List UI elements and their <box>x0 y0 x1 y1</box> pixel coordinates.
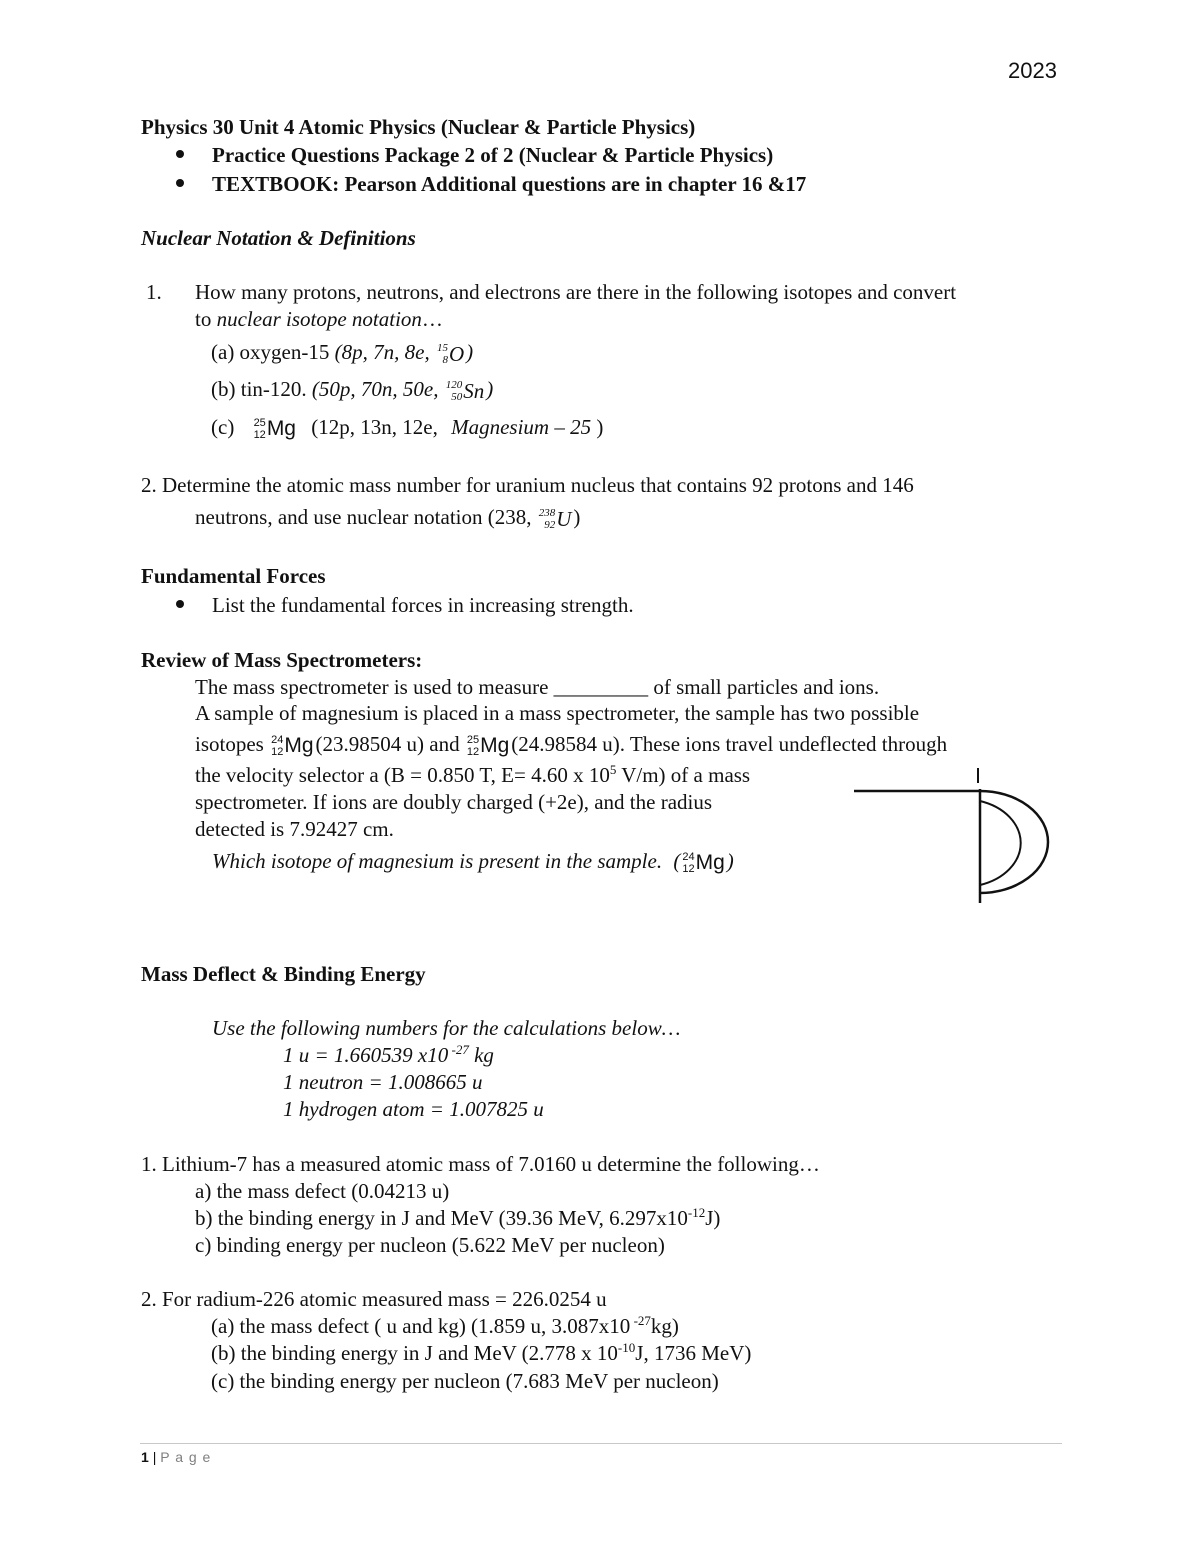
forces-bullet: List the fundamental forces in increasing strength. <box>212 593 634 617</box>
nuclide-symbol: 15 8 O <box>436 342 465 367</box>
question-number: 1. <box>146 280 162 304</box>
question-1b: (b) tin-120. (50p, 70n, 50e, 120 50 Sn ) <box>211 377 494 404</box>
binding-q1-a: a) the mass defect (0.04213 u) <box>195 1179 450 1203</box>
nuclide-symbol: 24 12 Mg <box>682 851 725 876</box>
section-heading-nuclear: Nuclear Notation & Definitions <box>141 226 416 250</box>
ion-path-arc-inner <box>980 801 1021 885</box>
ion-path-arc-outer <box>980 791 1048 893</box>
question-1a: (a) oxygen-15 (8p, 7n, 8e, 15 8 O ) <box>211 340 474 367</box>
question-2-text-line2: neutrons, and use nuclear notation (238, 238 92 U ) <box>195 505 581 532</box>
spectrometer-line-5: spectrometer. If ions are doubly charged (+2e), and the radius <box>195 790 713 814</box>
spectrometer-line-6: detected is 7.92427 cm. <box>195 817 394 841</box>
footer-separator: | <box>152 1449 157 1465</box>
bullet-dot <box>176 179 184 187</box>
binding-instructions: Use the following numbers for the calculations below… <box>212 1016 681 1040</box>
binding-q2-b: (b) the binding energy in J and MeV (2.778 x $10^{-10}J$, 1736 MeV) <box>211 1340 752 1365</box>
spectrometer-line-1: The mass spectrometer is used to measure _________ of small particles and ions. <box>195 675 880 699</box>
intro-bullet-1: Practice Questions Package 2 of 2 (Nuclear & Particle Physics) <box>212 143 774 167</box>
intro-bullet-2: TEXTBOOK: Pearson Additional questions are in chapter 16 &17 <box>212 172 807 196</box>
section-heading-binding: Mass Deflect & Binding Energy <box>141 962 426 986</box>
spectrometer-line-4: the velocity selector a (B = 0.850 T, E= 4.60 x $10^5$ V/m) of a mass <box>195 762 751 787</box>
nuclide-symbol: 25 12 Mg <box>253 417 296 442</box>
section-heading-forces: Fundamental Forces <box>141 564 326 588</box>
binding-q1-c: c) binding energy per nucleon (5.622 MeV per nucleon) <box>195 1233 665 1257</box>
spectrometer-line-3: isotopes 24 12 Mg (23.98504 u) and 25 12 Mg (24.98584 u). These ions travel undeflected through <box>195 732 948 759</box>
question-2-text: 2. Determine the atomic mass number for uranium nucleus that contains 92 protons and 146 <box>141 473 914 497</box>
constant-neutron: 1 neutron = 1.008665 u <box>283 1070 483 1094</box>
page-footer <box>141 1448 211 1466</box>
spectrometer-line-2: A sample of magnesium is placed in a mass spectrometer, the sample has two possible <box>195 701 920 725</box>
nuclide-symbol: 238 92 U <box>538 507 572 532</box>
page-title: Physics 30 Unit 4 Atomic Physics (Nuclear & Particle Physics) <box>141 115 696 139</box>
question-1c: (c) 25 12 Mg (12p, 13n, 12e, Magnesium – 25 ) <box>211 415 604 442</box>
binding-q1-b: b) the binding energy in J and MeV (39.36 MeV, $6.297x10^{-12}J$) <box>195 1205 721 1230</box>
binding-q1-stem: 1. Lithium-7 has a measured atomic mass of 7.0160 u determine the following… <box>141 1152 820 1176</box>
page-number: 1 <box>141 1449 149 1465</box>
question-1-text: How many protons, neutrons, and electrons are there in the following isotopes and convert <box>195 280 957 304</box>
question-1-text-line2: to nuclear isotope notation… <box>195 307 443 331</box>
nuclide-symbol: 120 50 Sn <box>445 379 485 404</box>
section-heading-spectrometer: Review of Mass Spectrometers: <box>141 648 423 672</box>
bullet-dot <box>176 150 184 158</box>
footer-divider <box>140 1443 1062 1444</box>
binding-q2-c: (c) the binding energy per nucleon (7.683 MeV per nucleon) <box>211 1369 719 1393</box>
page-year: 2023 <box>1008 58 1057 83</box>
spectrometer-question: Which isotope of magnesium is present in the sample. ( 24 12 Mg ) <box>212 849 734 876</box>
nuclide-symbol: 24 12 Mg <box>271 734 314 759</box>
bullet-dot <box>176 600 184 608</box>
constant-u: 1 u = 1.660539 x10 $^{-27}$ kg <box>283 1042 494 1067</box>
mass-spectrometer-diagram <box>850 765 1060 910</box>
page-word: P a g e <box>160 1449 212 1465</box>
binding-q2-a: (a) the mass defect ( u and kg) (1.859 u, 3.087x10 $^{-27}$kg) <box>211 1313 679 1338</box>
nuclide-symbol: 25 12 Mg <box>466 734 510 759</box>
binding-q2-stem: 2. For radium-226 atomic measured mass = 226.0254 u <box>141 1287 607 1311</box>
constant-hydrogen: 1 hydrogen atom = 1.007825 u <box>283 1097 544 1121</box>
